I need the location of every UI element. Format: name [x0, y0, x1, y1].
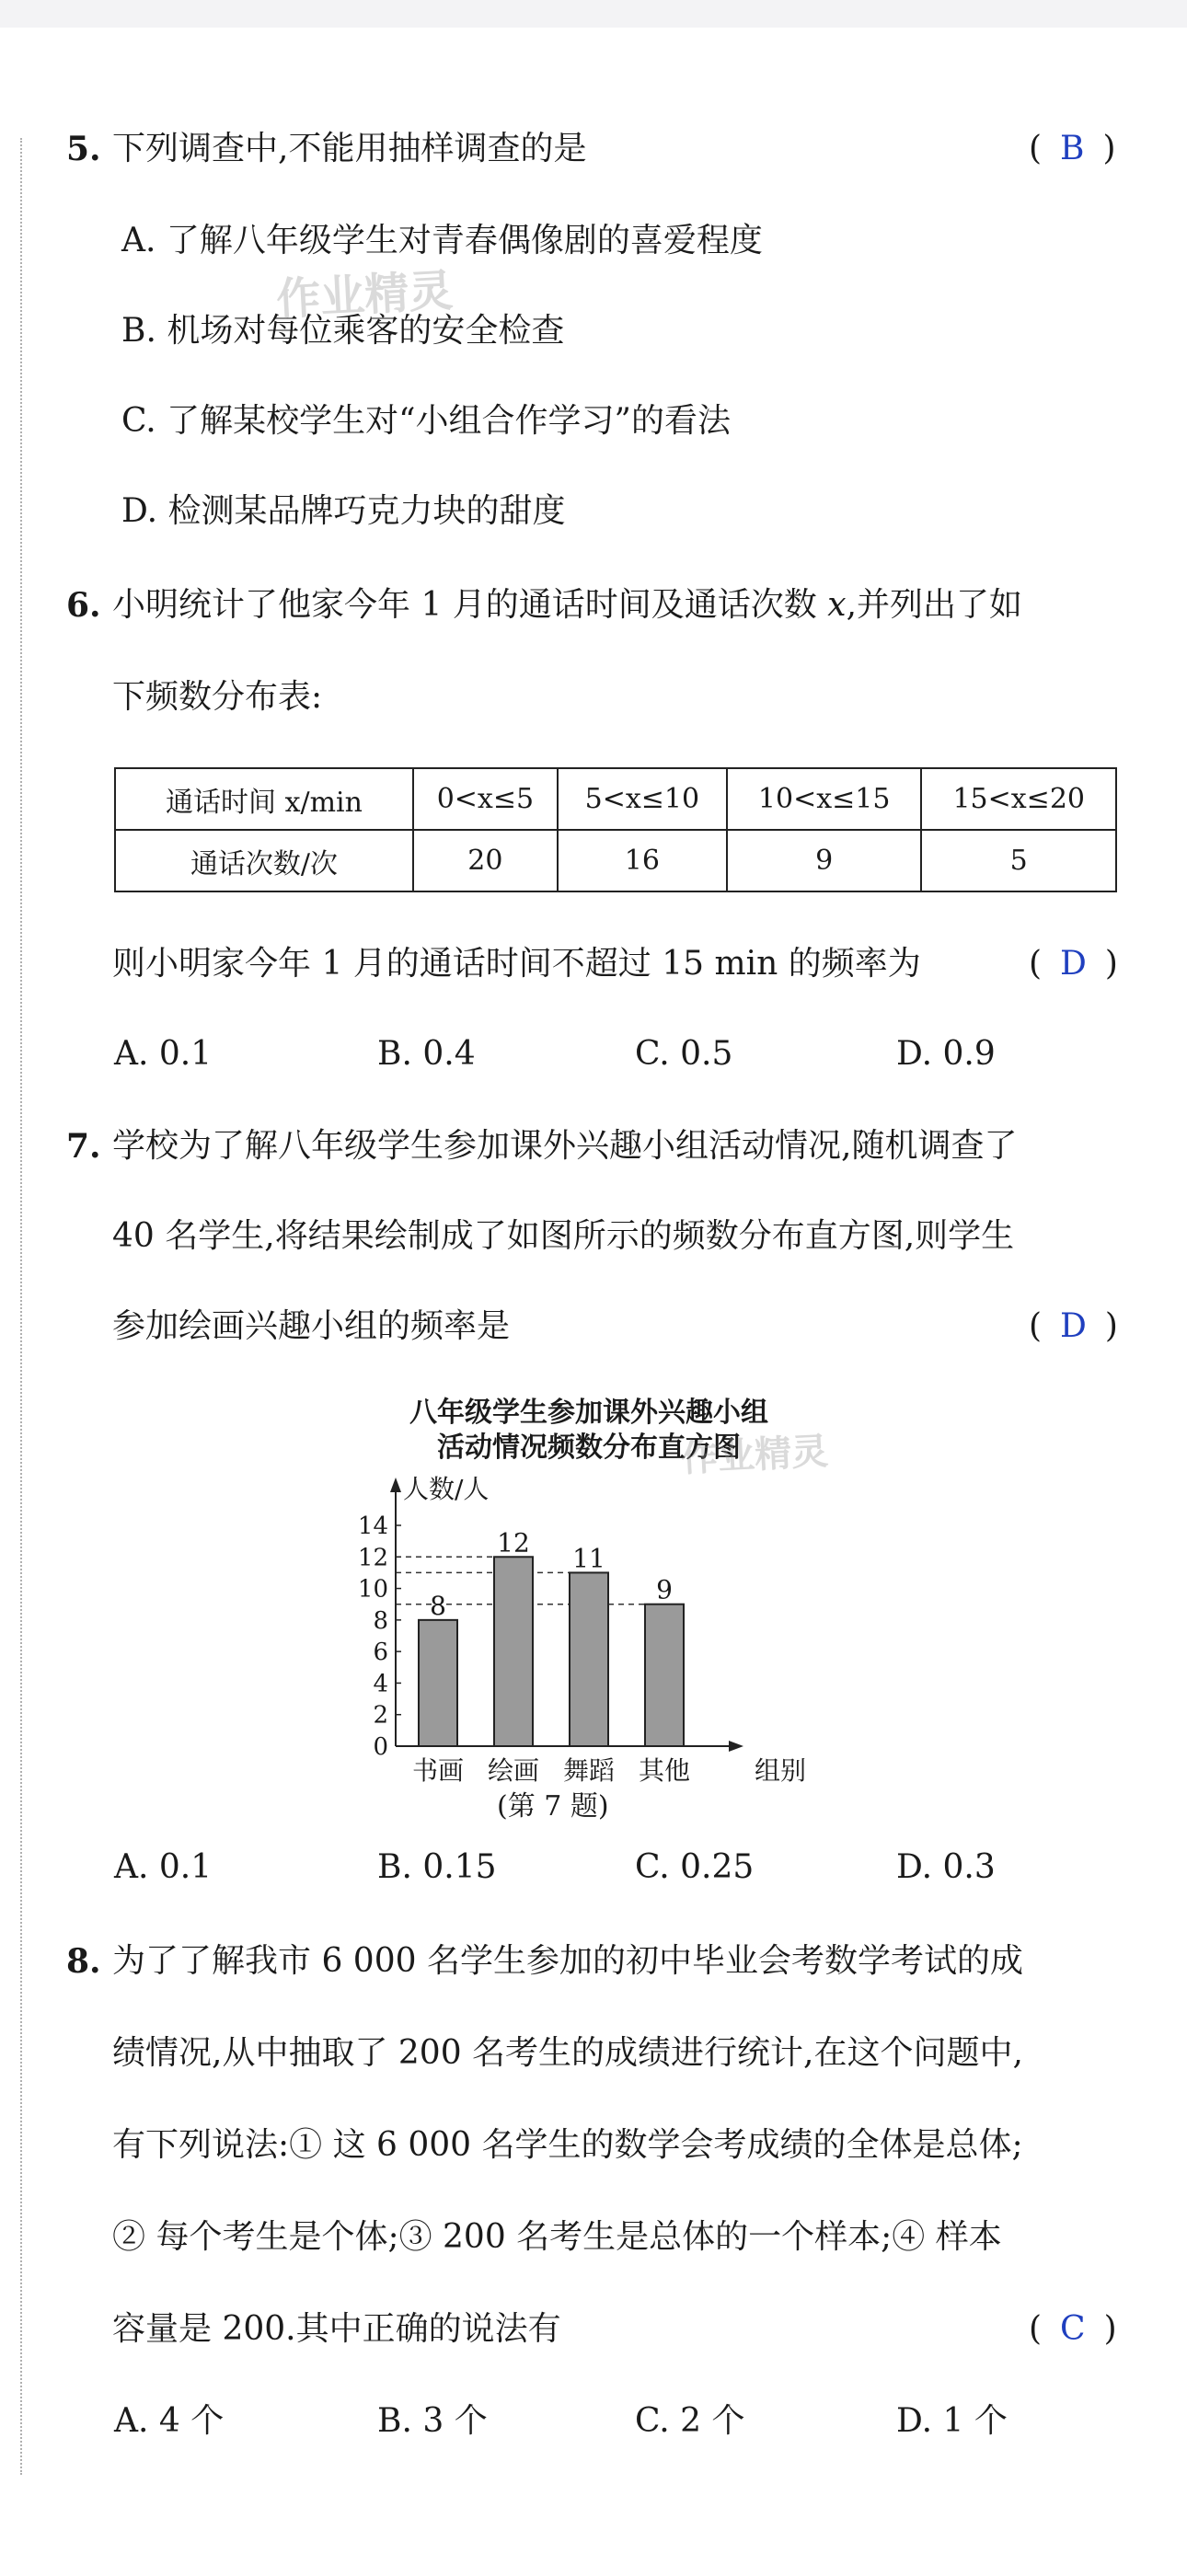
answer-box: [1029, 2306, 1117, 2353]
bar-绘画: [494, 1557, 533, 1746]
histogram-chart: [331, 1470, 847, 1783]
data-label: 9: [656, 1574, 673, 1605]
paren-open: (: [1029, 130, 1043, 167]
question-stem-line1: [112, 581, 1022, 629]
bar-其他: [645, 1604, 684, 1746]
margin-dotted-line: [20, 138, 22, 2475]
question-prompt: 则小明家今年 1 月的通话时间不超过 15 min 的频率为: [112, 945, 921, 983]
paren-close: ): [1104, 945, 1118, 983]
option-b: B. 3 个: [377, 2402, 488, 2440]
question-stem-line1: 为了了解我市 6 000 名学生参加的初中毕业会考数学考试的成: [112, 1942, 1023, 1980]
question-stem-line3: 有下列说法:① 这 6 000 名学生的数学会考成绩的全体是总体;: [112, 2126, 1023, 2164]
y-tick-label: 0: [373, 1733, 388, 1761]
y-axis-arrow: [390, 1478, 401, 1492]
option-a: A. 4 个: [114, 2402, 225, 2440]
table-cell: 5<x≤10: [558, 768, 727, 830]
y-axis-label: 人数/人: [403, 1474, 490, 1504]
table-header-cell: 通话时间 x/min: [115, 768, 413, 830]
x-tick-label: 绘画: [487, 1755, 540, 1783]
option-a: A. 0.1: [114, 1848, 213, 1886]
y-tick-label: 4: [373, 1670, 388, 1698]
y-tick-label: 14: [357, 1512, 388, 1540]
answer: B: [1060, 130, 1085, 167]
paren-close: ): [1104, 1307, 1118, 1345]
x-tick-label: 其他: [638, 1755, 691, 1783]
stem-text: ,并列出了如: [846, 586, 1023, 624]
question-stem: 下列调查中,不能用抽样调查的是: [112, 130, 587, 167]
watermark: 作业精灵: [274, 265, 455, 326]
y-tick-label: 10: [357, 1575, 388, 1604]
option-d: D. 0.3: [896, 1848, 996, 1886]
option-c: C. 0.25: [635, 1848, 755, 1886]
table-row: [115, 768, 1116, 830]
y-tick-label: 12: [357, 1544, 388, 1572]
answer: D: [1060, 1307, 1087, 1345]
question-number: 5.: [66, 130, 101, 168]
stem-text: 小明统计了他家今年 1 月的通话时间及通话次数: [112, 586, 828, 624]
question-number: 8.: [66, 1942, 101, 1981]
table-cell: 16: [558, 830, 727, 891]
y-tick-label: 8: [373, 1606, 388, 1635]
watermark: 作业精灵: [680, 1430, 830, 1481]
x-tick-label: 书画: [411, 1755, 465, 1783]
paren-open: (: [1029, 2310, 1043, 2348]
option-a: A. 了解八年级学生对青春偶像剧的喜爱程度: [121, 222, 763, 259]
data-label: 12: [497, 1527, 530, 1558]
answer-box: [1029, 125, 1116, 173]
bar-书画: [419, 1620, 457, 1746]
table-row: [115, 830, 1116, 891]
question-number: 6.: [66, 586, 101, 625]
answer-box: [1029, 940, 1118, 988]
answer: C: [1060, 2310, 1086, 2348]
option-b: B. 机场对每位乘客的安全检查: [121, 312, 565, 350]
x-tick-label: 舞蹈: [562, 1755, 616, 1783]
frequency-table: [114, 767, 1117, 892]
question-stem-line5: 容量是 200.其中正确的说法有: [112, 2310, 561, 2348]
chart-title: 八年级学生参加课外兴趣小组: [409, 1397, 768, 1429]
option-c: C. 0.5: [635, 1035, 733, 1073]
table-cell: 9: [727, 830, 922, 891]
question-number: 7.: [66, 1127, 101, 1166]
x-axis-arrow: [729, 1741, 743, 1752]
question-stem-line2: 绩情况,从中抽取了 200 名考生的成绩进行统计,在这个问题中,: [112, 2034, 1023, 2072]
table-cell: 5: [921, 830, 1116, 891]
question-stem-line3: 参加绘画兴趣小组的频率是: [112, 1307, 511, 1345]
x-axis-label: 组别: [755, 1755, 807, 1783]
option-a: A. 0.1: [114, 1035, 213, 1073]
table-cell: 10<x≤15: [727, 768, 922, 830]
table-cell: 20: [413, 830, 558, 891]
option-b: B. 0.15: [377, 1848, 497, 1886]
paren-close: ): [1102, 130, 1116, 167]
option-c: C. 了解某校学生对“小组合作学习”的看法: [121, 402, 731, 440]
table-cell: 0<x≤5: [413, 768, 558, 830]
option-d: D. 检测某品牌巧克力块的甜度: [121, 492, 566, 530]
table-cell: 15<x≤20: [921, 768, 1116, 830]
answer: D: [1060, 945, 1087, 983]
question-stem-line1: 学校为了解八年级学生参加课外兴趣小组活动情况,随机调查了: [112, 1127, 1018, 1165]
variable-x: x: [827, 586, 847, 624]
figure-caption: (第 7 题): [497, 1790, 609, 1823]
option-c: C. 2 个: [635, 2402, 745, 2440]
question-stem-line2: 下频数分布表:: [112, 678, 323, 716]
bar-舞蹈: [570, 1572, 608, 1746]
paren-close: ): [1103, 2310, 1117, 2348]
chart-subtitle: 活动情况频数分布直方图: [437, 1432, 741, 1464]
data-label: 8: [430, 1590, 446, 1621]
question-stem-line2: 40 名学生,将结果绘制成了如图所示的频数分布直方图,则学生: [112, 1217, 1015, 1255]
top-bar: [0, 0, 1187, 28]
question-stem-line4: ② 每个考生是个体;③ 200 名考生是总体的一个样本;④ 样本: [112, 2218, 1002, 2256]
option-b: B. 0.4: [377, 1035, 476, 1073]
paren-open: (: [1029, 1307, 1043, 1345]
data-label: 11: [572, 1543, 605, 1574]
paren-open: (: [1029, 945, 1043, 983]
answer-box: [1029, 1303, 1118, 1351]
y-tick-label: 6: [373, 1639, 388, 1667]
y-tick-label: 2: [373, 1701, 388, 1730]
option-d: D. 1 个: [896, 2402, 1008, 2440]
table-header-cell: 通话次数/次: [115, 830, 413, 891]
option-d: D. 0.9: [896, 1035, 996, 1073]
